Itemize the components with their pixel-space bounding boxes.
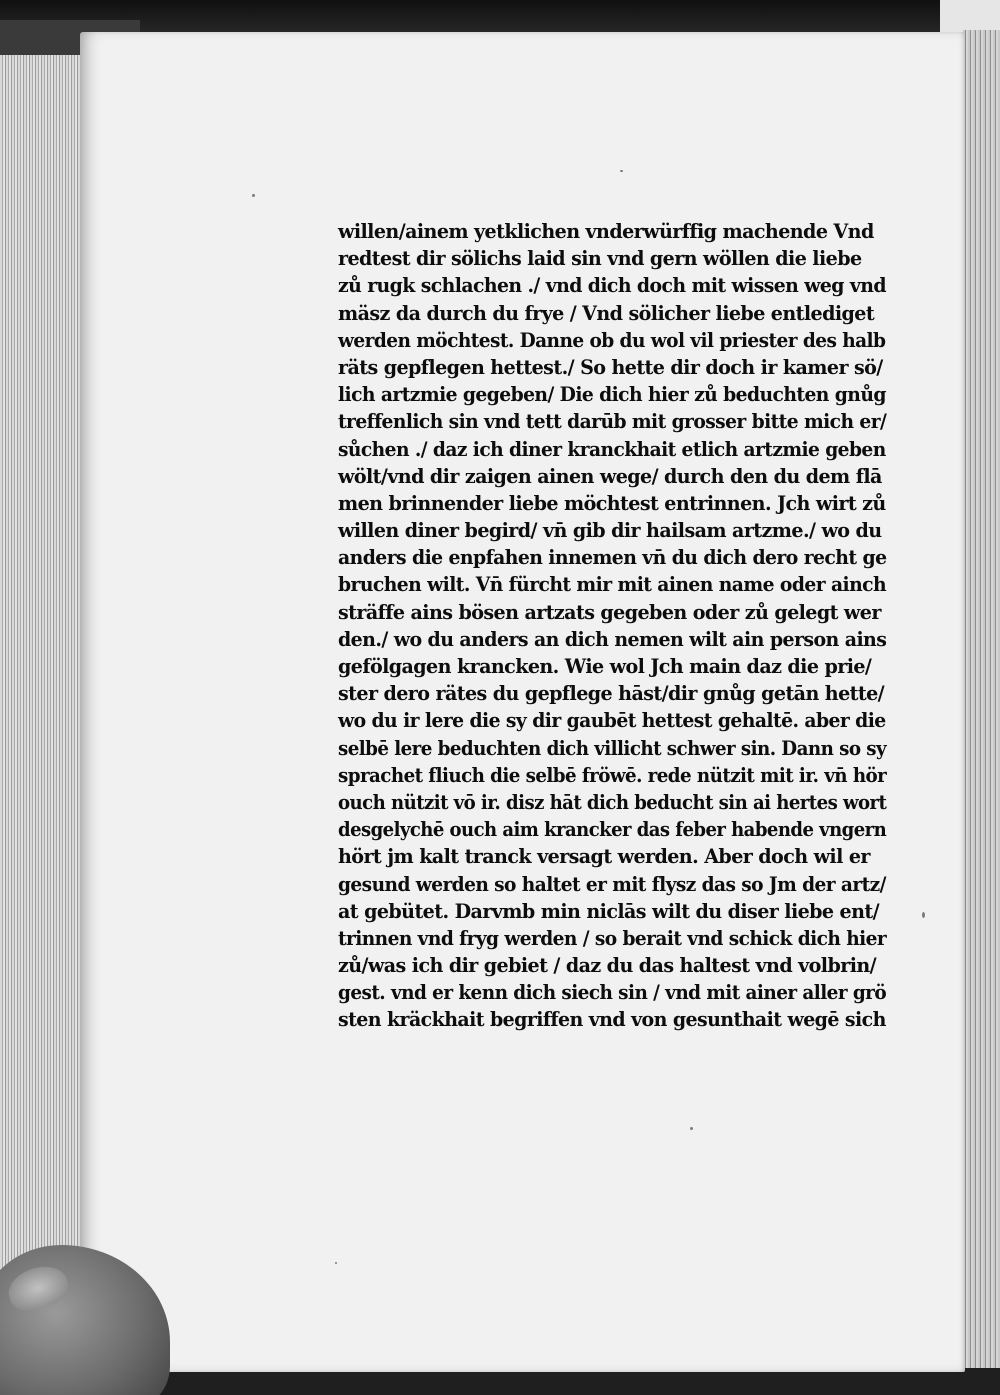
text-line: selbē lere beduchten dich villicht schwer sin. Dann so sy <box>338 736 887 760</box>
text-line: wo du ir lere die sy dir gaubēt hettest gehaltē. aber die <box>338 709 886 733</box>
text-line: gesund werden so haltet er mit flysz das so Jm der artz/ <box>338 872 886 896</box>
text-line: willen/ainem yetklichen vnderwürffig machende Vnd <box>338 220 874 243</box>
text-line: lich artzmie gegeben/ Die dich hier zů beduchten gnůg <box>338 383 886 407</box>
text-line: treffenlich sin vnd tett darūb mit grosser bitte mich er/ <box>338 410 887 434</box>
text-line: sträffe ains bösen artzats gegeben oder zů gelegt wer <box>338 600 881 624</box>
text-line: hört jm kalt tranck versagt werden. Aber doch wil er <box>338 845 870 869</box>
text-line: den./ wo du anders an dich nemen wilt ain person ains <box>338 627 887 651</box>
text-line: anders die enpfahen innemen vn̄ du dich dero recht ge <box>338 546 887 570</box>
text-line: redtest dir sölichs laid sin vnd gern wöllen die liebe <box>338 247 862 271</box>
paper-speck <box>690 1127 693 1130</box>
text-line: gest. vnd er kenn dich siech sin / vnd mit ainer aller grö <box>338 981 887 1005</box>
text-line: willen diner begird/ vn̄ gib dir hailsam artzme./ wo du <box>338 519 882 543</box>
text-line: sten kräckhait begriffen vnd von gesunthait wegē sich <box>338 1008 886 1032</box>
paper-speck <box>252 194 255 197</box>
paper-speck <box>922 912 925 918</box>
text-line: ster dero rätes du gepflege hāst/dir gnůg getān hette/ <box>338 682 885 706</box>
text-line: werden möchtest. Danne ob du wol vil priester des halb <box>338 328 886 352</box>
text-line: at gebütet. Darvmb min niclās wilt du diser liebe ent/ <box>338 899 880 923</box>
text-line: desgelychē ouch aim krancker das feber habende vngern <box>338 818 887 842</box>
text-line: sprachet fliuch die selbē fröwē. rede nützit mit ir. vn̄ hör <box>338 763 887 787</box>
text-line: räts gepflegen hettest./ So hette dir doch ir kamer sö/ <box>338 355 883 379</box>
text-block <box>338 218 898 1034</box>
paper-speck <box>335 1262 337 1264</box>
text-line: trinnen vnd fryg werden / so berait vnd schick dich hier <box>338 926 887 950</box>
paper-speck <box>620 170 623 172</box>
text-line: ouch nützit vō ir. disz hāt dich beducht sin ai hertes wort <box>338 790 887 814</box>
text-line: wölt/vnd dir zaigen ainen wege/ durch den du dem flā <box>338 464 882 488</box>
text-line: bruchen wilt. Vn̄ fürcht mir mit ainen name oder ainch <box>338 573 887 597</box>
text-line: mäsz da durch du frye / Vnd sölicher liebe entlediget <box>338 301 875 325</box>
text-line: sůchen ./ daz ich diner kranckhait etlich artzmie geben <box>338 437 886 461</box>
text-line: zů rugk schlachen ./ vnd dich doch mit wissen weg vnd <box>338 274 886 298</box>
text-line: men brinnender liebe möchtest entrinnen. Jch wirt zů <box>338 491 886 515</box>
text-line: gefölgagen krancken. Wie wol Jch main daz die prie/ <box>338 655 872 678</box>
right-page-stack <box>963 30 1000 1395</box>
text-line: zů/was ich dir gebiet / daz du das haltest vnd volbrin/ <box>338 954 877 978</box>
